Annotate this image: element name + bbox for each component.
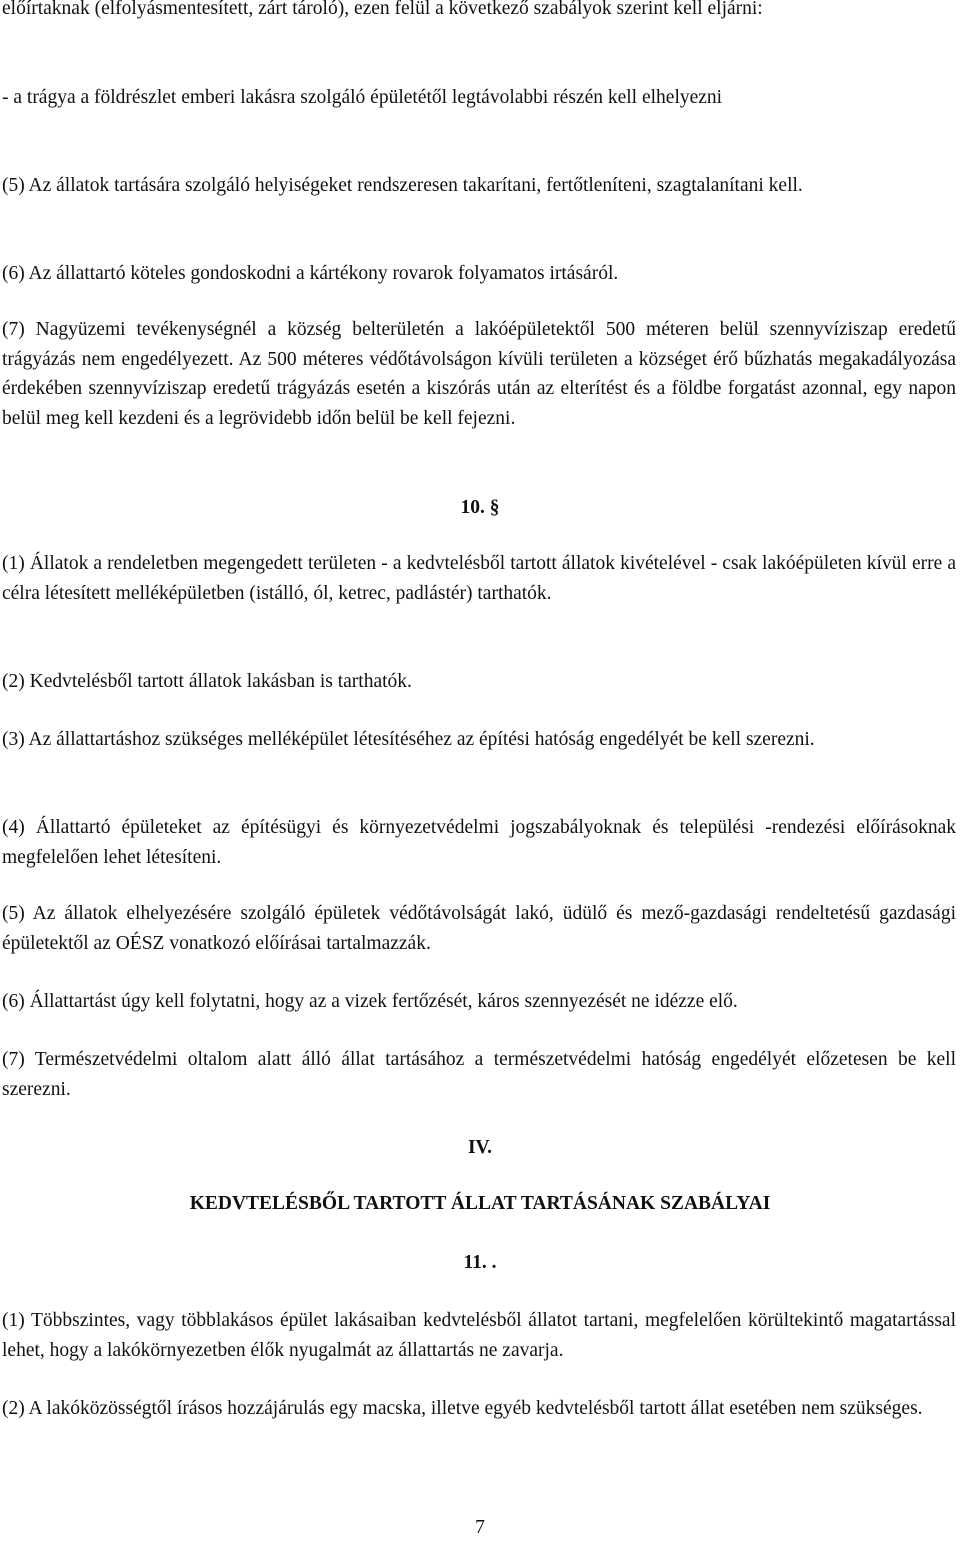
- paragraph-10-7: (7) Természetvédelmi oltalom alatt álló állat tartásához a természetvédelmi hatóság engedélyét előzetesen be kell szerezni.: [2, 1049, 956, 1100]
- paragraph-9-6: (6) Az állattartó köteles gondoskodni a kártékony rovarok folyamatos irtásáról.: [2, 263, 619, 284]
- paragraph-10-1: (1) Állatok a rendeletben megengedett területen - a kedvtelésből tartott állatok kivételével - csak lakóépületen kívül erre a célra létesített melléképületben (istálló, ól, ketrec, padlástér) tarthatók.: [2, 553, 956, 604]
- paragraph-10-4: (4) Állattartó épületeket az építésügyi és környezetvédelmi jogszabályoknak és települési -rendezési előírásoknak megfelelően lehet létesíteni.: [2, 817, 956, 868]
- paragraph-9-7: (7) Nagyüzemi tevékenységnél a község belterületén a lakóépületektől 500 méteren belül szennyvíziszap eredetű trágyázás nem engedélyezett. Az 500 méteres védőtávolságon kívüli területen a községet érő bűzhatás megakadályozása érdekében szennyvíziszap eredetű trágyázás esetén a kiszórás után az elterítést és a földbe forgatást azonnal, egy napon belül meg kell kezdeni és a legrövidebb időn belül be kell fejezni.: [2, 319, 956, 429]
- paragraph-11-1: (1) Többszintes, vagy többlakásos épület lakásaiban kedvtelésből állatot tartani, megfelelően körültekintő magatartással lehet, hogy a lakókörnyezetben élők nyugalmát az állattartás ne zavarja.: [2, 1310, 956, 1361]
- paragraph-10-6: (6) Állattartást úgy kell folytatni, hogy az a vizek fertőzését, káros szennyezését ne idézze elő.: [2, 991, 738, 1012]
- paragraph-10-3: (3) Az állattartáshoz szükséges melléképület létesítéséhez az építési hatóság engedélyét be kell szerezni.: [2, 729, 815, 750]
- paragraph-11-2: (2) A lakóközösségtől írásos hozzájárulás egy macska, illetve egyéb kedvtelésből tartott állat esetében nem szükséges.: [2, 1398, 923, 1419]
- section-10-heading: 10. §: [460, 497, 500, 518]
- paragraph-10-5: (5) Az állatok elhelyezésére szolgáló épületek védőtávolságát lakó, üdülő és mező-gazdasági rendeltetésű gazdasági épületektől az OÉSZ vonatkozó előírásai tartalmazzák.: [2, 903, 956, 954]
- chapter-number: IV.: [467, 1137, 493, 1158]
- section-11-heading: 11. .: [463, 1252, 497, 1273]
- paragraph-10-2: (2) Kedvtelésből tartott állatok lakásban is tarthatók.: [2, 671, 412, 692]
- rule-manure-paragraph: - a trágya a földrészlet emberi lakásra szolgáló épületétől legtávolabbi részén kell elhelyezni: [2, 87, 723, 108]
- intro-paragraph: előírtaknak (elfolyásmentesített, zárt tároló), ezen felül a következő szabályok szerint kell eljárni:: [2, 0, 763, 19]
- chapter-title: KEDVTELÉSBŐL TARTOTT ÁLLAT TARTÁSÁNAK SZABÁLYAI: [189, 1193, 771, 1214]
- paragraph-9-5: (5) Az állatok tartására szolgáló helyiségeket rendszeresen takarítani, fertőtleníteni, szagtalanítani kell.: [2, 175, 803, 196]
- page-number: 7: [475, 1517, 485, 1538]
